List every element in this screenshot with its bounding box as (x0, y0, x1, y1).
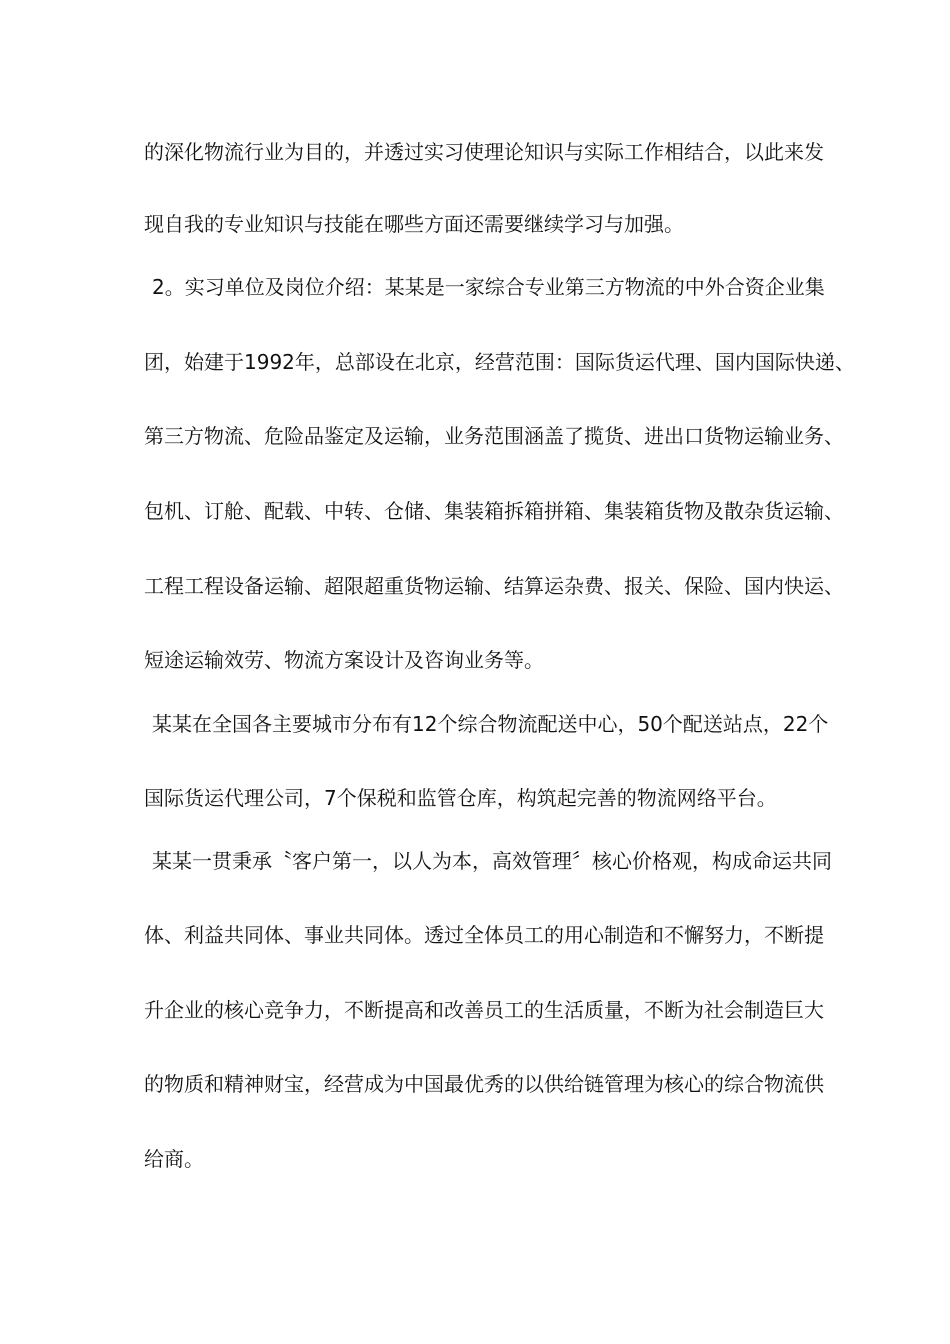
text-line: 体、利益共同体、事业共同体。透过全体员工的用心制造和不懈努力，不断提 (144, 923, 824, 947)
text-line: 短途运输效劳、物流方案设计及咨询业务等。 (144, 648, 544, 672)
text-line: 第三方物流、危险品鉴定及运输，业务范围涵盖了揽货、进出口货物运输业务、 (144, 424, 844, 448)
text-line: 团，始建于1992年，总部设在北京，经营范围：国际货运代理、国内国际快递、 (144, 350, 855, 374)
text-line: 升企业的核心竞争力，不断提高和改善员工的生活质量，不断为社会制造巨大 (144, 998, 824, 1022)
text-line: 国际货运代理公司，7个保税和监管仓库，构筑起完善的物流网络平台。 (144, 786, 777, 810)
text-line: 包机、订舱、配载、中转、仓储、集装箱拆箱拼箱、集装箱货物及散杂货运输、 (144, 499, 844, 523)
text-line: 的物质和精神财宝，经营成为中国最优秀的以供给链管理为核心的综合物流供 (144, 1072, 824, 1096)
text-line: 的深化物流行业为目的，并透过实习使理论知识与实际工作相结合，以此来发 (144, 140, 824, 164)
text-line: 某某一贯秉承〝客户第一，以人为本，高效管理〞核心价格观，构成命运共同 (152, 849, 832, 873)
text-line: 工程工程设备运输、超限超重货物运输、结算运杂费、报关、保险、国内快运、 (144, 574, 844, 598)
text-line: 2。实习单位及岗位介绍：某某是一家综合专业第三方物流的中外合资企业集 (152, 275, 825, 299)
text-line: 给商。 (144, 1147, 204, 1171)
text-line: 某某在全国各主要城市分布有12个综合物流配送中心，50个配送站点，22个 (152, 712, 829, 736)
text-line: 现自我的专业知识与技能在哪些方面还需要继续学习与加强。 (144, 212, 684, 236)
